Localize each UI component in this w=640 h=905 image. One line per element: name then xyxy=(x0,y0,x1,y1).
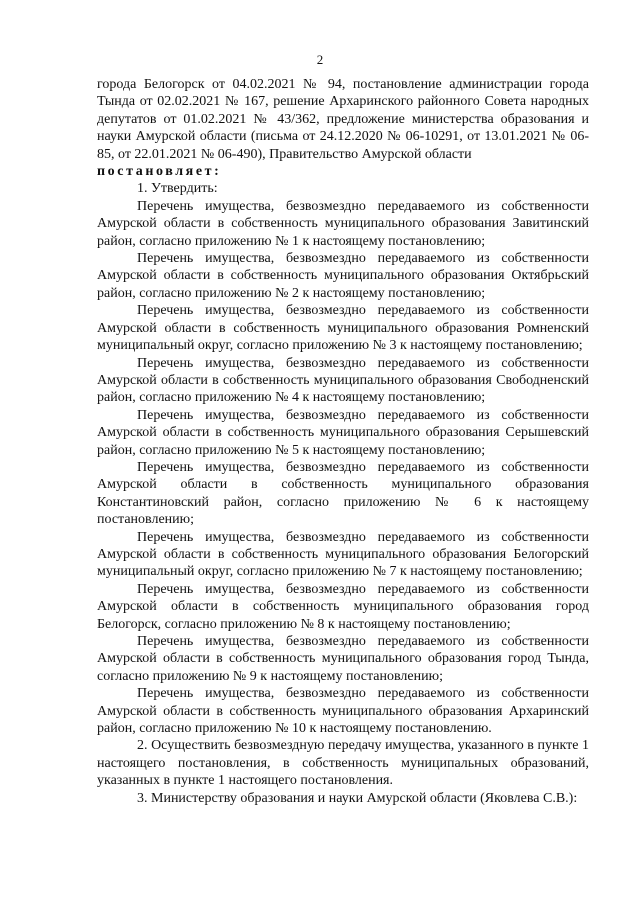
list-item-oktyabrsky: Перечень имущества, безвозмездно передаваемого из собственности Амурской области в собственность муниципального образования Октябрьский район, согласно приложению № 2 к настоящему постановлению; xyxy=(97,251,589,301)
decree-word: постановляет: xyxy=(97,164,222,180)
intro-paragraph: города Белогорск от 04.02.2021 № 94, постановление администрации города Тында от 02.02.2021 № 167, решение Архаринского районного Совета народных депутатов от 01.02.2021 № 43/362, предложение министерства образования и науки Амурской области (письма от 24.12.2020 № 06-10291, от 13.01.2021 № 06-85, от 22.01.2021 № 06-490), Правительство Амурской области xyxy=(97,77,589,162)
list-item-belogorsky-okrug: Перечень имущества, безвозмездно передаваемого из собственности Амурской области в собственность муниципального образования Белогорский муниципальный округ, согласно приложению № 7 к настоящему постановлению; xyxy=(97,529,589,580)
item-2-paragraph: 2. Осуществить безвозмездную передачу имущества, указанного в пункте 1 настоящего постановления, в собственность муниципальных образований, указанных в пункте 1 настоящего постановления. xyxy=(97,738,589,789)
list-item-tynda-city: Перечень имущества, безвозмездно передаваемого из собственности Амурской области в собственность муниципального образования город Тында, согласно приложению № 9 к настоящему постановлению; xyxy=(97,634,589,684)
item-1-heading: 1. Утвердить: xyxy=(137,181,218,197)
item-3-paragraph: 3. Министерству образования и науки Амурской области (Яковлева С.В.): xyxy=(137,790,578,806)
list-item-arkharinsky: Перечень имущества, безвозмездно передаваемого из собственности Амурской области в собственность муниципального образования Архаринский район, согласно приложению № 10 к настоящему постановлению. xyxy=(97,686,589,737)
list-item-konstantinovsky: Перечень имущества, безвозмездно передаваемого из собственности Амурской области в собственность муниципального образования Константиновский район, согласно приложению № 6 к настоящему постановлению; xyxy=(97,459,589,528)
list-item-romnensky: Перечень имущества, безвозмездно передаваемого из собственности Амурской области в собственность муниципального образования Ромненский муниципальный округ, согласно приложению № 3 к настоящему постановлению; xyxy=(97,303,589,354)
document-body xyxy=(97,76,589,807)
list-item-seryshevsky: Перечень имущества, безвозмездно передаваемого из собственности Амурской области в собственность муниципального образования Серышевский район, согласно приложению № 5 к настоящему постановлению; xyxy=(97,407,589,458)
list-item-zavitinsky: Перечень имущества, безвозмездно передаваемого из собственности Амурской области в собственность муниципального образования Завитинский район, согласно приложению № 1 к настоящему постановлению; xyxy=(97,198,589,249)
page-number: 2 xyxy=(316,52,324,67)
list-item-svobodnensky: Перечень имущества, безвозмездно передаваемого из собственности Амурской области в собственность муниципального образования Свободненский район, согласно приложению № 4 к настоящему постановлению; xyxy=(97,355,589,406)
list-item-belogorsk-city: Перечень имущества, безвозмездно передаваемого из собственности Амурской области в собственность муниципального образования город Белогорск, согласно приложению № 8 к настоящему постановлению; xyxy=(97,581,589,632)
